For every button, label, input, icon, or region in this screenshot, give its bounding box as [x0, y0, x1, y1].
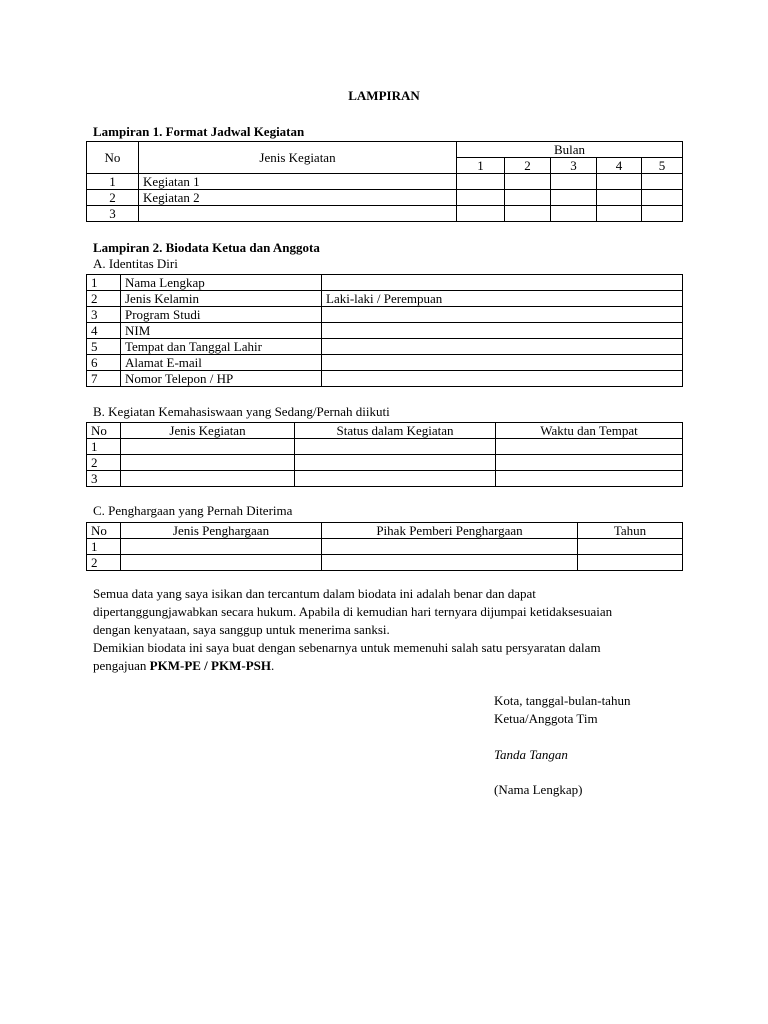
cell [121, 539, 322, 555]
statement-prefix: pengajuan [93, 658, 150, 673]
table-row [87, 190, 683, 206]
schedule-table [86, 141, 683, 222]
signature-role: Ketua/Anggota Tim [494, 711, 598, 726]
row-value [322, 339, 683, 355]
month-header: 2 [505, 158, 551, 174]
cell [551, 174, 597, 190]
cell [551, 206, 597, 222]
col-bulan-header: Bulan [457, 142, 683, 158]
page-title: LAMPIRAN [348, 88, 420, 103]
cell [121, 555, 322, 571]
table-row [87, 471, 683, 487]
lampiran-2-heading: Lampiran 2. Biodata Ketua dan Anggota [93, 240, 320, 255]
table-row [87, 323, 683, 339]
cell [642, 206, 683, 222]
row-value [322, 371, 683, 387]
row-label: Nama Lengkap [121, 275, 322, 291]
signature-place-date: Kota, tanggal-bulan-tahun [494, 693, 631, 708]
col-header: No [87, 523, 121, 539]
signature-name: (Nama Lengkap) [494, 782, 583, 797]
row-label: Nomor Telepon / HP [121, 371, 322, 387]
row-label: Alamat E-mail [121, 355, 322, 371]
row-no: 6 [87, 355, 121, 371]
activities-table [86, 422, 683, 487]
table-row [87, 539, 683, 555]
table-row [87, 307, 683, 323]
cell [322, 539, 578, 555]
table-row [87, 206, 683, 222]
statement-suffix: . [270, 658, 275, 673]
cell [505, 174, 551, 190]
identity-table [86, 274, 683, 387]
table-row [87, 339, 683, 355]
col-jenis-kegiatan-header: Jenis Kegiatan [139, 142, 457, 174]
row-value [322, 275, 683, 291]
statement-line: dipertanggungjawabkan secara hukum. Apabila di kemudian hari ternyara dijumpai ketidaksesuaian [93, 604, 613, 619]
col-header: Waktu dan Tempat [496, 423, 683, 439]
table-row [87, 174, 683, 190]
col-header: Pihak Pemberi Penghargaan [322, 523, 578, 539]
row-no: 2 [87, 455, 121, 471]
signature-placeholder: Tanda Tangan [494, 747, 568, 762]
cell [642, 174, 683, 190]
row-no: 4 [87, 323, 121, 339]
row-value: Laki-laki / Perempuan [322, 291, 683, 307]
month-header: 1 [457, 158, 505, 174]
row-label: NIM [121, 323, 322, 339]
col-no-header: No [87, 142, 139, 174]
table-row [87, 439, 683, 455]
cell [505, 190, 551, 206]
row-no: 2 [87, 555, 121, 571]
cell [457, 190, 505, 206]
table-row [87, 455, 683, 471]
row-kegiatan [139, 206, 457, 222]
section-c-heading: C. Penghargaan yang Pernah Diterima [93, 503, 293, 518]
table-row [87, 371, 683, 387]
cell [496, 455, 683, 471]
cell [295, 455, 496, 471]
cell [457, 206, 505, 222]
statement-line: Semua data yang saya isikan dan tercantum dalam biodata ini adalah benar dan dapat [93, 586, 536, 601]
table-row [87, 275, 683, 291]
col-header: Tahun [578, 523, 683, 539]
row-no: 3 [87, 471, 121, 487]
cell [496, 439, 683, 455]
cell [597, 190, 642, 206]
row-no: 5 [87, 339, 121, 355]
month-header: 5 [642, 158, 683, 174]
cell [121, 439, 295, 455]
cell [642, 190, 683, 206]
table-row [87, 555, 683, 571]
section-a-heading: A. Identitas Diri [93, 256, 178, 271]
month-header: 3 [551, 158, 597, 174]
statement-line [93, 657, 693, 675]
row-no: 1 [87, 439, 121, 455]
row-no: 7 [87, 371, 121, 387]
row-no: 3 [87, 206, 139, 222]
col-header: Jenis Kegiatan [121, 423, 295, 439]
month-header: 4 [597, 158, 642, 174]
table-row [87, 355, 683, 371]
cell [597, 206, 642, 222]
row-no: 1 [87, 174, 139, 190]
row-no: 1 [87, 539, 121, 555]
row-label: Jenis Kelamin [121, 291, 322, 307]
row-kegiatan: Kegiatan 1 [139, 174, 457, 190]
program-name: PKM-PE / PKM-PSH [149, 658, 271, 673]
cell [457, 174, 505, 190]
row-label: Tempat dan Tanggal Lahir [121, 339, 322, 355]
row-no: 2 [87, 190, 139, 206]
section-b-heading: B. Kegiatan Kemahasiswaan yang Sedang/Pernah diikuti [93, 404, 390, 419]
row-no: 2 [87, 291, 121, 307]
cell [505, 206, 551, 222]
table-row [87, 291, 683, 307]
cell [121, 455, 295, 471]
row-label: Program Studi [121, 307, 322, 323]
cell [322, 555, 578, 571]
cell [578, 539, 683, 555]
col-header: Status dalam Kegiatan [295, 423, 496, 439]
col-header: Jenis Penghargaan [121, 523, 322, 539]
row-no: 3 [87, 307, 121, 323]
cell [496, 471, 683, 487]
cell [551, 190, 597, 206]
awards-table [86, 522, 683, 571]
cell [121, 471, 295, 487]
cell [578, 555, 683, 571]
lampiran-1-heading: Lampiran 1. Format Jadwal Kegiatan [93, 124, 305, 139]
cell [295, 471, 496, 487]
statement-line: dengan kenyataan, saya sanggup untuk menerima sanksi. [93, 622, 390, 637]
cell [295, 439, 496, 455]
row-no: 1 [87, 275, 121, 291]
row-kegiatan: Kegiatan 2 [139, 190, 457, 206]
col-header: No [87, 423, 121, 439]
cell [597, 174, 642, 190]
statement-line: Demikian biodata ini saya buat dengan sebenarnya untuk memenuhi salah satu persyaratan dalam [93, 640, 601, 655]
row-value [322, 355, 683, 371]
row-value [322, 323, 683, 339]
statement-paragraph [93, 585, 693, 675]
row-value [322, 307, 683, 323]
